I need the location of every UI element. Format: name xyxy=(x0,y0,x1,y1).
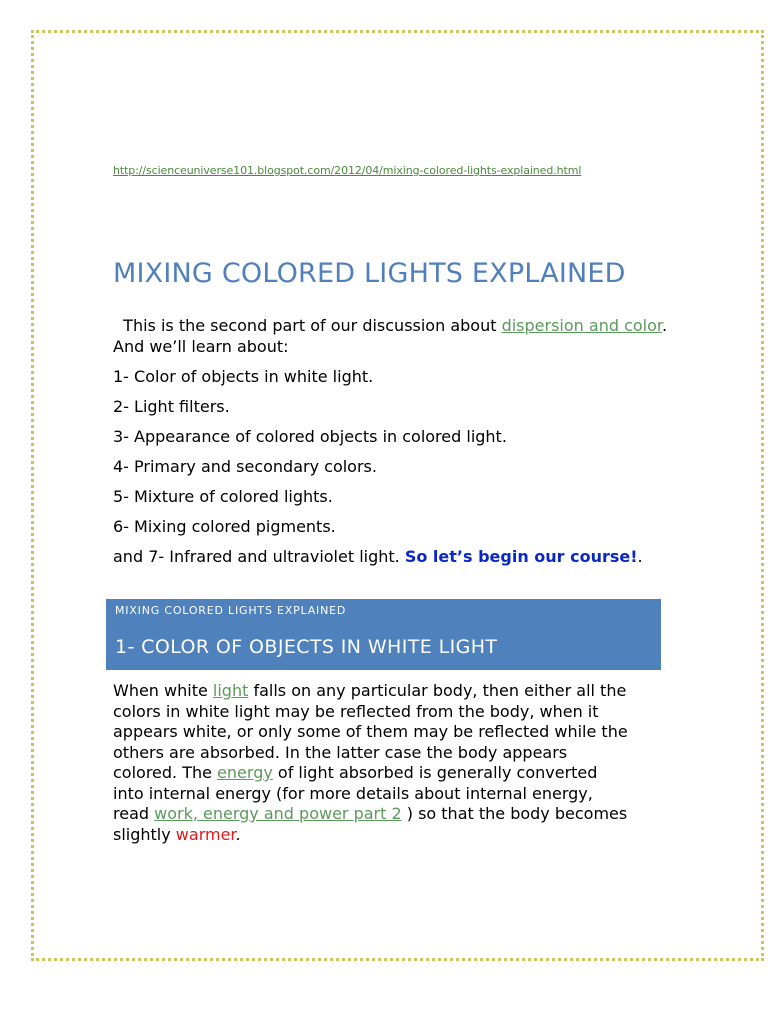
closing-emphasis: So let’s begin our course! xyxy=(404,547,638,566)
source-url-link[interactable]: http://scienceuniverse101.blogspot.com/2012/04/mixing-colored-lights-explained.html xyxy=(113,164,582,177)
intro-text-before: This is the second part of our discussion about xyxy=(123,316,502,335)
list-item: 5- Mixture of colored lights. xyxy=(113,487,333,506)
body-paragraph xyxy=(113,681,633,845)
topic-list xyxy=(113,366,507,546)
list-item: 4- Primary and secondary colors. xyxy=(113,457,377,476)
dispersion-color-link[interactable]: dispersion and color xyxy=(501,316,663,335)
intro-paragraph xyxy=(113,315,673,357)
closing-text: and 7- Infrared and ultraviolet light. xyxy=(113,547,405,566)
para-text: ) so that the body becomes slightly xyxy=(113,804,628,844)
light-link[interactable]: light xyxy=(212,681,249,700)
section-banner xyxy=(106,599,661,670)
list-item: 1- Color of objects in white light. xyxy=(113,367,374,386)
list-item: 3- Appearance of colored objects in colored light. xyxy=(113,427,507,446)
work-energy-power-link[interactable]: work, energy and power part 2 xyxy=(154,804,402,823)
list-item: 2- Light filters. xyxy=(113,397,230,416)
banner-subtitle: MIXING COLORED LIGHTS EXPLAINED xyxy=(115,604,347,617)
intro-text-after: . And we’ll learn about: xyxy=(113,316,668,356)
list-item: 6- Mixing colored pigments. xyxy=(113,517,336,536)
closing-line xyxy=(113,546,673,567)
section-heading: 1- COLOR OF OBJECTS IN WHITE LIGHT xyxy=(115,636,498,658)
warmer-word: warmer xyxy=(175,824,236,844)
para-text: . xyxy=(235,824,241,844)
para-text: falls on any particular body, then either all the colors in white light may be reflected from the body, when it appears white, or only some of them may be reflected while the others are absorbed. In the latter case the body appears colored. The xyxy=(113,681,628,782)
page-title: MIXING COLORED LIGHTS EXPLAINED xyxy=(113,258,626,289)
para-text: When white xyxy=(113,681,213,700)
energy-link[interactable]: energy xyxy=(217,763,273,782)
para-text: of light absorbed is generally converted into internal energy (for more details about internal energy, read xyxy=(113,763,598,823)
closing-end: . xyxy=(637,547,643,566)
intro-text xyxy=(113,316,123,335)
